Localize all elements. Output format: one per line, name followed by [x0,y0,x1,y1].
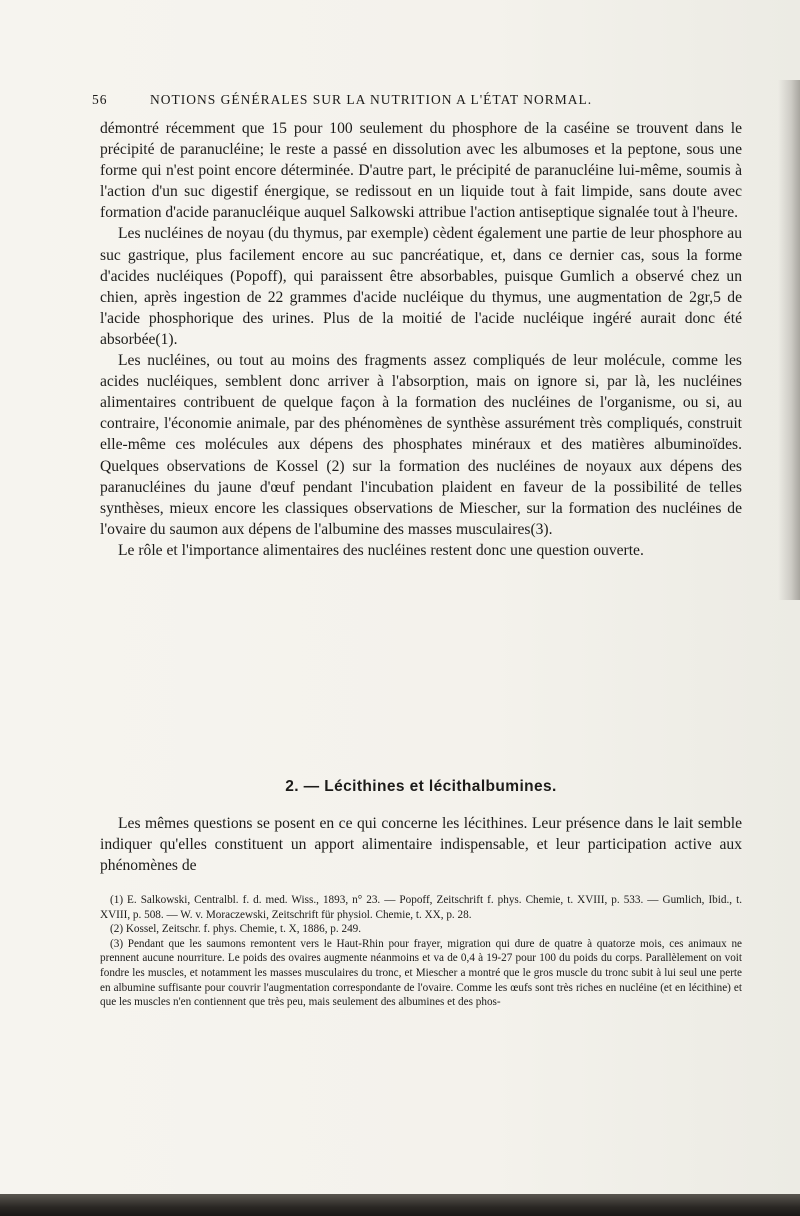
paragraph: Les nucléines, ou tout au moins des fragments assez compliqués de leur molécule, comme les acides nucléiques, semblent donc arriver à l'absorption, mais on ignore si, par là, les nucléines alimentaires contribuent de quelque façon à la formation des nucléines de l'organisme, ou si, au contraire, l'économie animale, par des phénomènes de synthèse assurément très compliqués, construit elle-même ces molécules aux dépens des phosphates minéraux et des matières albuminoïdes. Quelques observations de Kossel (2) sur la formation des nucléines de noyaux aux dépens des paranucléines du jaune d'œuf pendant l'incubation plaident en faveur de la possibilité de telles synthèses, mieux encore les classiques observations de Miescher, sur la formation des nucléines de l'ovaire du saumon aux dépens de l'albumine des masses musculaires(3). [100,352,742,538]
footnote: (3) Pendant que les saumons remontent vers le Haut-Rhin pour frayer, migration qui dure de quatre à quatorze mois, ces animaux ne prennent aucune nourriture. Le poids des ovaires augmente néanmoins et va de 0,4 à 19-27 pour 100 du poids du corps. Parallèlement on voit fondre les muscles, et notamment les masses musculaires du tronc, et Miescher a montré que le gros muscle du tronc subit à lui seul une perte en albumine suffisante pour couvrir l'augmentation correspondante de l'ovaire. Comme les œufs sont très riches en nucléine (et en lécithine) et que les muscles n'en contiennent que très peu, mais seulement des albumines et des phos- [100,937,742,1009]
page-header [92,88,762,110]
paragraph: Les nucléines de noyau (du thymus, par exemple) cèdent également une partie de leur phosphore au suc gastrique, plus facilement encore au suc pancréatique, et, dans ce dernier cas, sous la forme d'acides nucléiques (Popoff), qui paraissent être absorbables, puisque Gumlich a observé chez un chien, après ingestion de 22 grammes d'acide nucléique du thymus, une augmentation de 2gr,5 de l'acide phosphorique des urines. Plus de la moitié de l'acide nucléique ingéré aurait donc été absorbée(1). [100,225,742,348]
scan-bottom-edge [0,1194,800,1216]
paragraph: démontré récemment que 15 pour 100 seulement du phosphore de la caséine se trouvent dans le précipité de paranucléine; le reste a passé en dissolution avec les albumoses et la peptone, sous une forme qui n'est point encore déterminée. D'autre part, le précipité de paranucléine lui-même, soumis à l'action d'un suc digestif énergique, se redissout en un liquide tout à fait limpide, sans doute avec formation d'acide paranucléique auquel Salkowski attribue l'action antiseptique signalée tout à l'heure. [100,120,742,222]
section-text [100,813,742,876]
footnote: (1) E. Salkowski, Centralbl. f. d. med. Wiss., 1893, n° 23. — Popoff, Zeitschrift f. phys. Chemie, t. XVIII, p. 533. — Gumlich, Ibid., t. XVIII, p. 508. — W. v. Moraczewski, Zeitschrift für physiol. Chemie, t. XX, p. 28. [100,894,742,921]
footnote: (2) Kossel, Zeitschr. f. phys. Chemie, t. X, 1886, p. 249. [110,923,362,936]
main-text [100,118,742,561]
paragraph: Le rôle et l'importance alimentaires des nucléines restent donc une question ouverte. [118,541,644,559]
page-number: 56 [92,92,108,107]
paragraph: Les mêmes questions se posent en ce qui concerne les lécithines. Leur présence dans le lait semble indiquer qu'elles constituent un apport alimentaire indispensable, et leur participation active aux phénomènes de [100,815,742,875]
running-title: NOTIONS GÉNÉRALES SUR LA NUTRITION A L'ÉTAT NORMAL. [150,92,593,107]
page-edge-shadow [778,80,800,600]
section-heading: 2. — Lécithines et lécithalbumines. [285,778,557,795]
footnotes [100,893,742,1010]
